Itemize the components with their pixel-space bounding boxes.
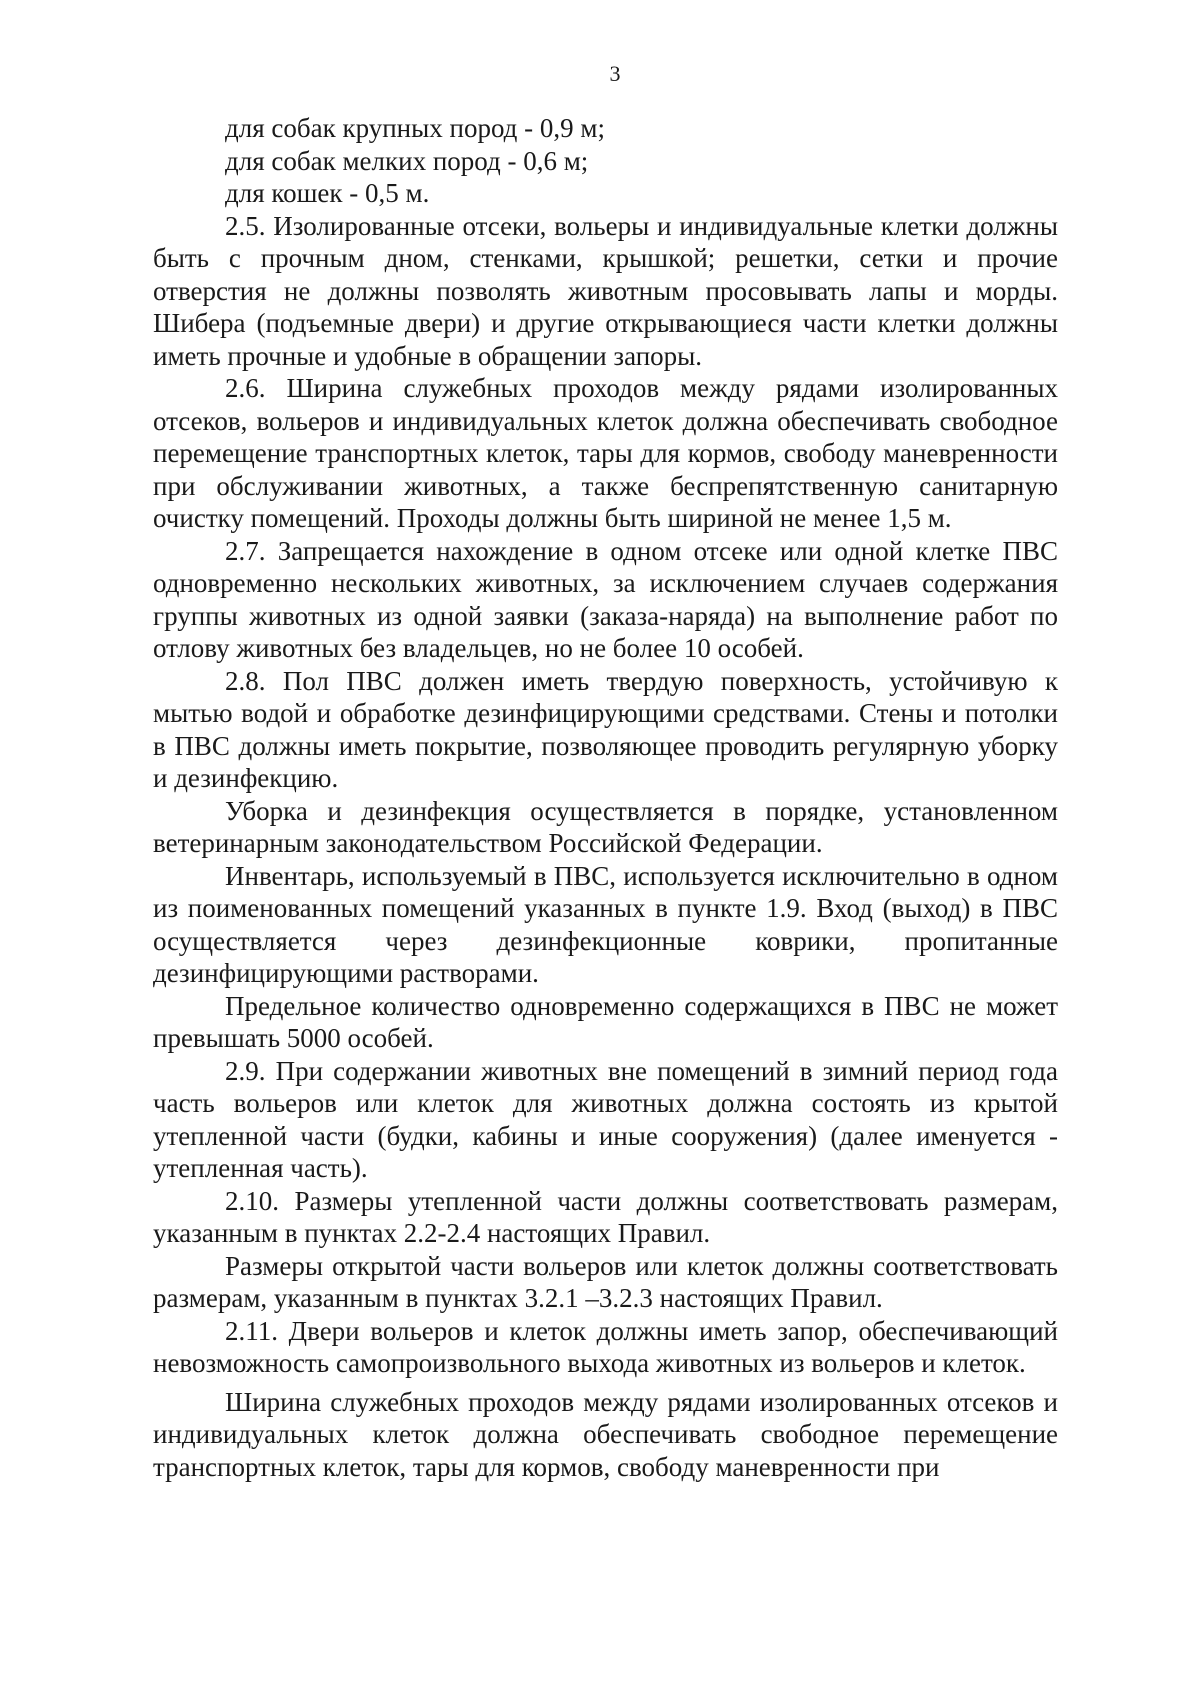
paragraph-open-part: Размеры открытой части вольеров или клеток должны соответствовать размерам, указанным в пунктах 3.2.1 –3.2.3 настоящих Правил. (153, 1250, 1058, 1313)
list-item: для собак крупных пород - 0,9 м; (225, 113, 605, 143)
document-body (153, 112, 1058, 1483)
list-item: для собак мелких пород - 0,6 м; (225, 145, 589, 176)
paragraph-2-10: 2.10. Размеры утепленной части должны соответствовать размерам, указанным в пунктах 2.2-2.4 настоящих Правил. (153, 1185, 1058, 1248)
paragraph-inventory: Инвентарь, используемый в ПВС, используется исключительно в одном из поименованных помещений указанных в пункте 1.9. Вход (выход) в ПВС осуществляется через дезинфекционные коврики, пропитанные дезинфицирующими растворами. (153, 860, 1058, 988)
paragraph-2-11: 2.11. Двери вольеров и клеток должны иметь запор, обеспечивающий невозможность самопроизвольного выхода животных из вольеров и клеток. (153, 1315, 1058, 1378)
paragraph-2-7: 2.7. Запрещается нахождение в одном отсеке или одной клетке ПВС одновременно нескольких животных, за исключением случаев содержания группы животных из одной заявки (заказа-наряда) на выполнение работ по отлову животных без владельцев, но не более 10 особей. (153, 535, 1058, 663)
page-number: 3 (609, 61, 621, 86)
list-item: для кошек - 0,5 м. (225, 178, 430, 208)
paragraph-2-6: 2.6. Ширина служебных проходов между рядами изолированных отсеков, вольеров и индивидуальных клеток должна обеспечивать свободное перемещение транспортных клеток, тары для кормов, свободу маневренности при обслуживании животных, а также беспрепятственную санитарную очистку помещений. Проходы должны быть шириной не менее 1,5 м. (153, 373, 1058, 533)
paragraph-2-9: 2.9. При содержании животных вне помещений в зимний период года часть вольеров или клеток для животных должна состоять из крытой утепленной части (будки, кабины и иные сооружения) (далее именуется - утепленная часть). (153, 1055, 1058, 1183)
paragraph-2-5: 2.5. Изолированные отсеки, вольеры и индивидуальные клетки должны быть с прочным дном, стенками, крышкой; решетки, сетки и прочие отверстия не должны позволять животным просовывать лапы и морды. Шибера (подъемные двери) и другие открывающиеся части клетки должны иметь прочные и удобные в обращении запоры. (153, 210, 1058, 371)
paragraph-capacity: Предельное количество одновременно содержащихся в ПВС не может превышать 5000 особей. (153, 990, 1058, 1053)
paragraph-cleaning: Уборка и дезинфекция осуществляется в порядке, установленном ветеринарным законодательством Российской Федерации. (153, 795, 1058, 858)
paragraph-service-passages: Ширина служебных проходов между рядами изолированных отсеков и индивидуальных клеток должна обеспечивать свободное перемещение транспортных клеток, тары для кормов, свободу маневренности при (153, 1386, 1058, 1482)
paragraph-2-8: 2.8. Пол ПВС должен иметь твердую поверхность, устойчивую к мытью водой и обработке дезинфицирующими средствами. Стены и потолки в ПВС должны иметь покрытие, позволяющее проводить регулярную уборку и дезинфекцию. (153, 665, 1058, 793)
